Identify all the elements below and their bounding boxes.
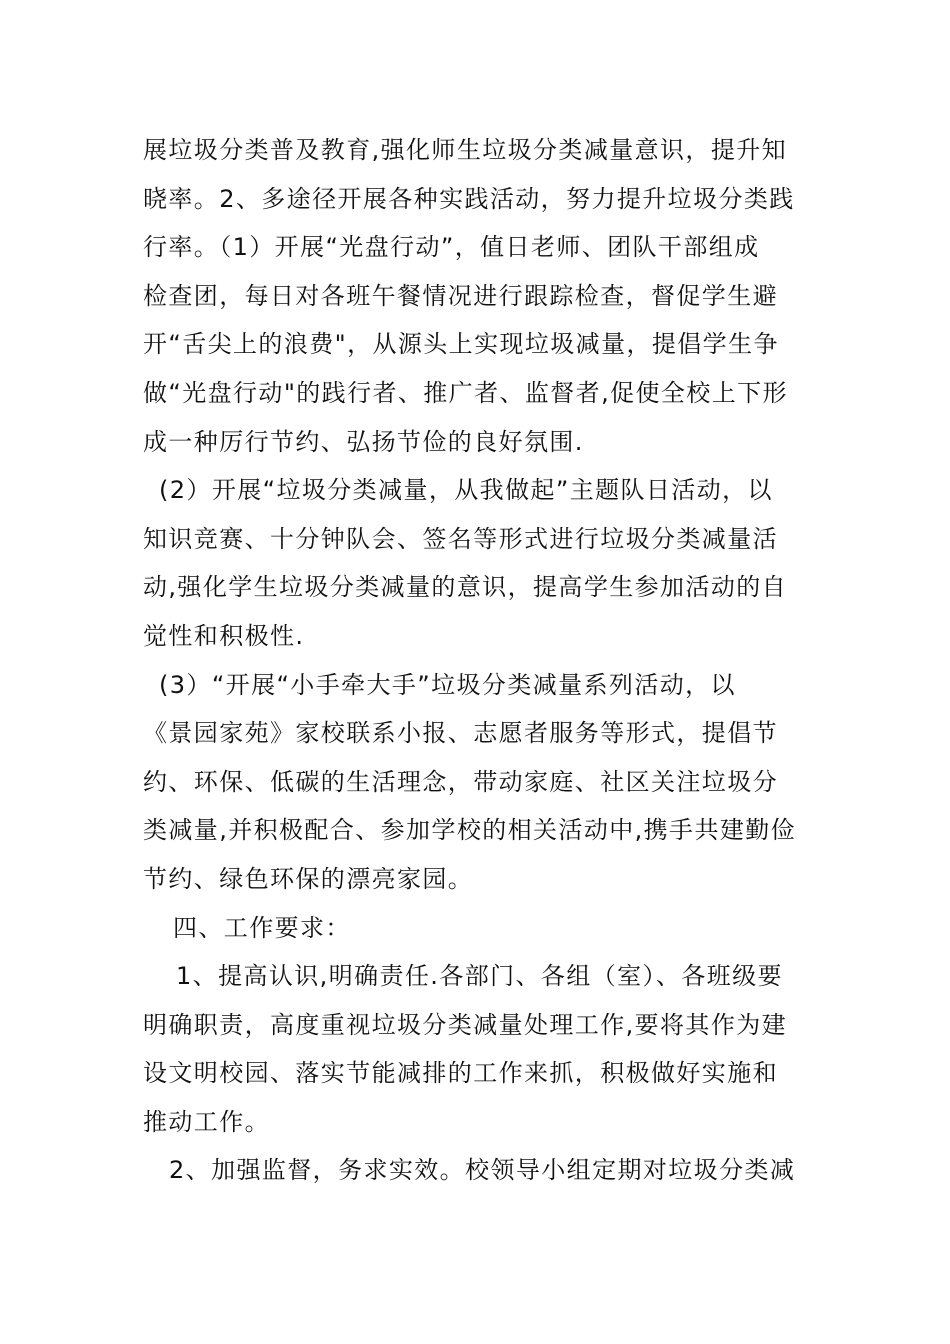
- text-line: 行率。（1）开展“光盘行动”，值日老师、团队干部组成: [143, 233, 760, 262]
- text-line: 检查团，每日对各班午餐情况进行跟踪检查，督促学生避: [143, 281, 778, 310]
- paragraph-start-line: (3）“开展“小手牵大手”垃圾分类减量系列活动，以: [159, 670, 736, 699]
- paragraph-start-line: 1、提高认识,明确责任.各部门、各组（室）、各班级要: [176, 962, 783, 991]
- text-line: 成一种厉行节约、弘扬节俭的良好氛围.: [143, 427, 584, 456]
- text-line: 觉性和积极性.: [143, 621, 305, 650]
- paragraph-start-line: 2、加强监督，务求实效。校领导小组定期对垃圾分类减: [169, 1156, 796, 1185]
- text-line: 展垃圾分类普及教育,强化师生垃圾分类减量意识，提升知: [143, 136, 788, 164]
- text-line: 知识竞赛、十分钟队会、签名等形式进行垃圾分类减量活: [143, 524, 778, 553]
- text-line: 晓率。2、多途径开展各种实践活动，努力提升垃圾分类践: [143, 184, 795, 213]
- section-heading: 四、工作要求：: [173, 913, 351, 942]
- text-line: 动,强化学生垃圾分类减量的意识，提高学生参加活动的自: [143, 573, 788, 602]
- text-line: 节约、绿色环保的漂亮家园。: [143, 864, 474, 893]
- text-line: 类减量,并积极配合、参加学校的相关活动中,携手共建勤俭: [143, 816, 797, 845]
- document-body: [143, 126, 813, 1195]
- text-line: 开“舌尖上的浪费"，从源头上实现垃圾减量，提倡学生争: [143, 330, 779, 359]
- text-line: 《景园家苑》家校联系小报、志愿者服务等形式，提倡节: [143, 719, 778, 748]
- text-line: 做“光盘行动"的践行者、推广者、监督者,促使全校上下形: [143, 378, 788, 407]
- text-line: 明确职责，高度重视垃圾分类减量处理工作,要将其作为建: [143, 1010, 788, 1039]
- paragraph-start-line: (2）开展“垃圾分类减量，从我做起”主题队日活动，以: [159, 476, 773, 505]
- text-line: 推动工作。: [143, 1107, 270, 1136]
- text-line: 约、环保、低碳的生活理念，带动家庭、社区关注垃圾分: [143, 767, 778, 796]
- text-line: 设文明校园、落实节能减排的工作来抓，积极做好实施和: [143, 1059, 778, 1088]
